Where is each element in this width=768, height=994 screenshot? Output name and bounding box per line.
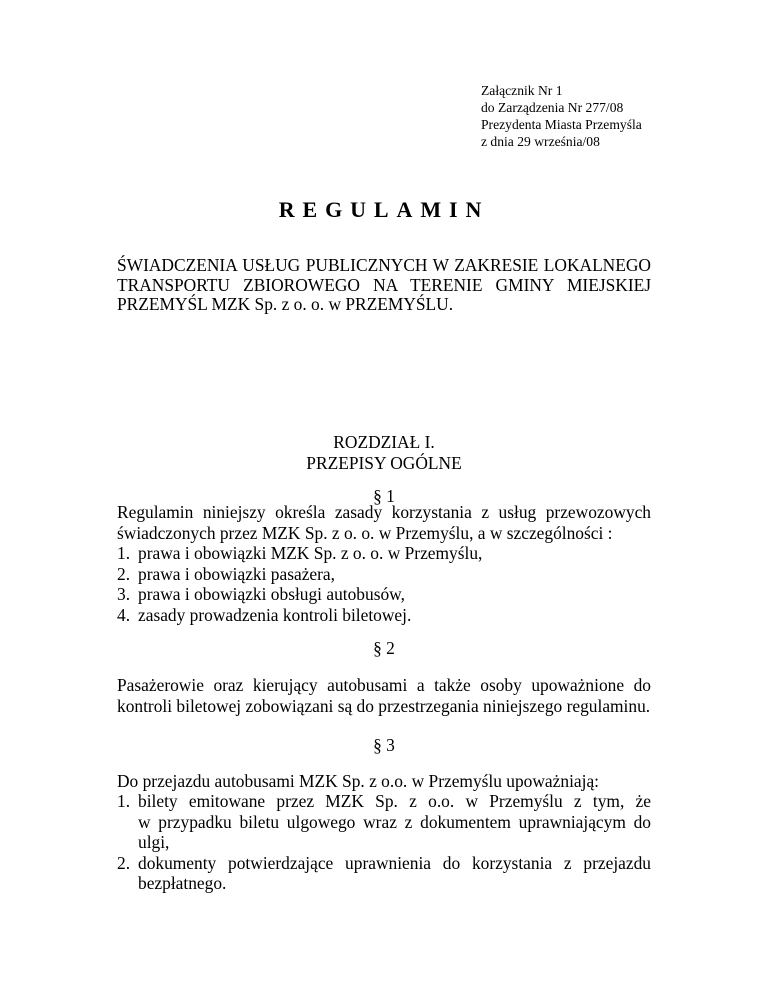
section-3-intro: Do przejazdu autobusami MZK Sp. z o.o. w Przemyślu upoważniają: — [117, 771, 599, 791]
list-item-number: 4. — [117, 604, 131, 625]
section-2-line-1: Pasażerowie oraz kierujący autobusami a także osoby upoważnione do — [117, 675, 651, 695]
section-2-line-2: kontroli biletowej zobowiązani są do przestrzegania niniejszego regulaminu. — [117, 695, 651, 716]
annex-line-2: do Zarządzenia Nr 277/08 — [481, 100, 624, 115]
list-item-number: 2. — [117, 563, 131, 584]
list-item-number: 1. — [117, 791, 131, 812]
section-1-intro-line-2: świadczonych przez MZK Sp. z o. o. w Przemyślu, a w szczególności : — [117, 522, 613, 543]
list-item — [117, 605, 651, 626]
list-item — [117, 853, 651, 894]
annex-line-3: Prezydenta Miasta Przemyśla — [481, 117, 642, 132]
list-item — [117, 584, 651, 605]
chapter-number: ROZDZIAŁ I. — [333, 432, 435, 452]
section-1-mark: § 1 — [373, 486, 395, 506]
subtitle-line-3: PRZEMYŚL MZK Sp. z o. o. w PRZEMYŚLU. — [117, 294, 454, 314]
list-item-text: prawa i obowiązki MZK Sp. z o. o. w Przemyślu, — [138, 543, 483, 564]
section-3-item-1-line-1: bilety emitowane przez MZK Sp. z o.o. w Przemyślu z tym, że — [138, 791, 651, 812]
list-item-text — [138, 853, 651, 894]
list-item-text — [138, 791, 651, 852]
list-item-text: prawa i obowiązki obsługi autobusów, — [138, 584, 405, 605]
section-3-item-1-line-2: w przypadku biletu ulgowego wraz z dokumentem uprawniającym do — [138, 811, 651, 832]
section-2-body — [117, 675, 651, 716]
subtitle-line-1: ŚWIADCZENIA USŁUG PUBLICZNYCH W ZAKRESIE LOKALNEGO — [117, 255, 651, 275]
section-1-intro-line-1: Regulamin niniejszy określa zasady korzystania z usług przewozowych — [117, 502, 651, 522]
chapter-heading — [0, 432, 768, 473]
annex-line-1: Załącznik Nr 1 — [481, 83, 563, 98]
document-subtitle — [117, 256, 651, 315]
list-item — [117, 564, 651, 585]
chapter-name: PRZEPISY OGÓLNE — [306, 452, 462, 473]
list-item-text: zasady prowadzenia kontroli biletowej. — [138, 604, 412, 625]
section-1-body — [117, 502, 651, 626]
section-3-item-2-line-1: dokumenty potwierdzające uprawnienia do korzystania z przejazdu — [138, 852, 651, 873]
section-3-item-1-line-3: ulgi, — [138, 832, 170, 853]
section-3-body — [117, 771, 651, 893]
list-item — [117, 791, 651, 852]
list-item-number: 1. — [117, 543, 131, 564]
section-2-mark: § 2 — [373, 638, 395, 658]
subtitle-line-2: TRANSPORTU ZBIOROWEGO NA TERENIE GMINY MIEJSKIEJ — [117, 274, 651, 295]
list-item-text: prawa i obowiązki pasażera, — [138, 563, 335, 584]
annex-line-4: z dnia 29 września/08 — [481, 134, 600, 149]
list-item-number: 2. — [117, 852, 131, 873]
document-title: REGULAMIN — [278, 197, 490, 222]
annex-header — [481, 82, 642, 150]
section-3-mark: § 3 — [373, 735, 395, 755]
list-item-number: 3. — [117, 584, 131, 605]
section-3-item-2-line-2: bezpłatnego. — [138, 873, 227, 894]
list-item — [117, 543, 651, 564]
